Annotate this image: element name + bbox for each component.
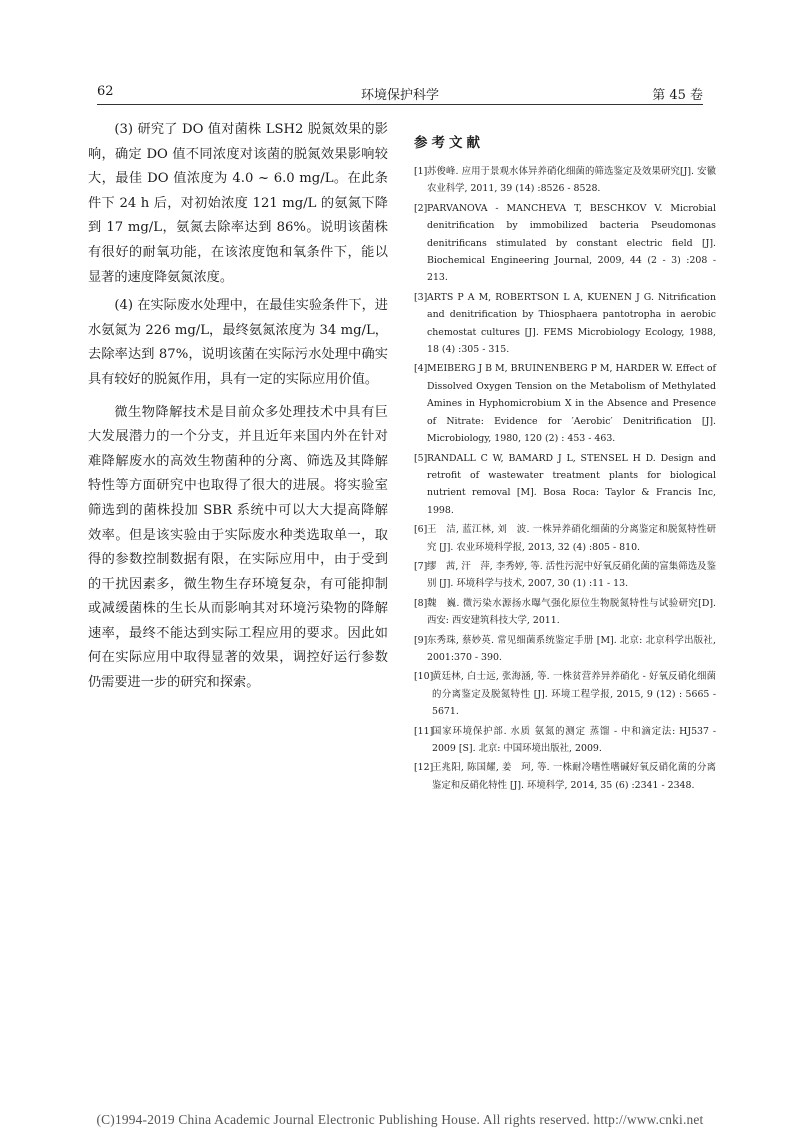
discussion-paragraph: 微生物降解技术是目前众多处理技术中具有巨大发展潜力的一个分支，并且近年来国内外在针对难降解废水的高效生物菌种的分离、筛选及其降解特性等方面研究中也取得了很大的进展。将实验室筛选到的菌株投加 SBR 系统中可以大大提高降解效率。但是该实验由于实际废水种类选取单一，取得的参数控制数据有限，在实际应用中，由于受到的干扰因素多，微生物生存环境复杂，有可能抑制或减缓菌株的生长从而影响其对环境污染物的降解速率，最终不能达到实际工程应用的要求。因此如何在实际应用中取得显著的效果，调控好运行参数仍需要进一步的研究和探索。 [88,404,388,691]
reference-item [414,759,716,794]
reference-item [414,289,716,359]
reference-list [414,163,716,794]
reference-item [414,668,716,720]
reference-item [414,450,716,520]
reference-item [414,632,716,667]
reference-number: [10] [414,671,434,683]
journal-title: 环境保护科学 [360,88,440,103]
reference-text: PARVANOVA - MANCHEVA T, BESCHKOV V. Microbial denitrification by immobilized bacteria Pseudomonas denitrificans stimulated by constant electric field [J]. Biochemical Engineering Journal, 2009, 44 (2 - 3) :208 - 213. [427,202,716,284]
volume-label: 第 45 卷 [652,88,703,103]
reference-text: ARTS P A M, ROBERTSON L A, KUENEN J G. Nitrification and denitrification by Thiosphaera pantotropha in aerobic chemostat cultures [J]. FEMS Microbiology Ecology, 1988, 18 (4) :305 - 315. [427,291,716,356]
reference-text: 王兆阳, 陈国耀, 姜 珂, 等. 一株耐冷嗜性嗜碱好氧反硝化菌的分离鉴定和反硝化特性 [J]. 环境科学, 2014, 35 (6) :2341 - 2348. [432,762,716,791]
reference-item [414,521,716,556]
reference-number: [5] [414,452,428,464]
reference-number: [1] [414,166,428,177]
conclusion-paragraph-3: (3) 研究了 DO 值对菌株 LSH2 脱氮效果的影响，确定 DO 值不同浓度对该菌的脱氮效果影响较大，最佳 DO 值浓度为 4.0 ~ 6.0 mg/L。在此条件下 24 h 后，对初始浓度 121 mg/L 的氨氮下降到 17 mg/L，氨氮去除率达到 86%。说明该菌株有很好的耐氧功能，在该浓度饱和氧条件下，能以显著的速度降氨氮浓度。 [88,122,388,285]
references-title: 参考文献 [414,135,484,151]
reference-text: 缪 茜, 汗 萍, 李秀婷, 等. 活性污泥中好氧反硝化菌的富集筛选及鉴别 [J]. 环境科学与技术, 2007, 30 (1) :11 - 13. [427,560,716,590]
copyright-footer: (C)1994-2019 China Academic Journal Electronic Publishing House. All rights reserved. http://www.cnki.net [96,1112,704,1127]
reference-number: [8] [414,597,428,609]
reference-item [414,360,716,447]
reference-item [414,163,716,198]
reference-number: [12] [414,762,434,774]
main-text-column [88,118,388,696]
reference-text: 苏俊峰. 应用于景观水体异养硝化细菌的筛选鉴定及效果研究[J]. 安徽农业科学, 2011, 39 (14) :8526 - 8528. [427,166,716,195]
reference-text: RANDALL C W, BAMARD J L, STENSEL H D. Design and retrofit of wastewater treatment plants for biological nutrient removal [M]. Bosa Roca: Taylor & Francis Inc, 1998. [427,452,716,516]
reference-number: [4] [414,363,428,375]
reference-text: 魏 巍. 微污染水源扬水曝气强化原位生物脱氮特性与试验研究[D]. 西安: 西安建筑科技大学, 2011. [427,597,716,627]
reference-text: 东秀珠, 蔡妙英. 常见细菌系统鉴定手册 [M]. 北京: 北京科学出版社, 2001:370 - 390. [427,634,716,663]
reference-number: [9] [414,634,428,646]
reference-item [414,558,716,593]
reference-text: 黄廷林, 白士远, 张海涵, 等. 一株贫营养异养硝化 - 好氧反硝化细菌的分离鉴定及脱氮特性 [J]. 环境工程学报, 2015, 9 (12) : 5665 - 5671. [432,671,716,718]
reference-number: [2] [414,202,428,214]
reference-text: 国家环境保护部. 水质 氨氮的测定 蒸馏 - 中和滴定法: HJ537 - 2009 [S]. 北京: 中国环境出版社, 2009. [432,725,716,754]
reference-item [414,595,716,630]
reference-number: [3] [414,291,428,303]
reference-item [414,200,716,287]
references-section [414,131,716,796]
reference-number: [7] [414,560,428,572]
reference-text: 王 洁, 蓝江林, 刘 波. 一株异养硝化细菌的分离鉴定和脱氮特性研究 [J]. 农业环境科学报, 2013, 32 (4) :805 - 810. [427,524,716,553]
reference-number: [11] [414,725,434,737]
conclusion-paragraph-4: (4) 在实际废水处理中，在最佳实验条件下，进水氨氮为 226 mg/L，最终氨氮浓度为 34 mg/L，去除率达到 87%，说明该菌在实际污水处理中确实具有较好的脱氮作用，具有一定的实际应用价值。 [88,298,388,387]
reference-item [414,723,716,758]
reference-text: MEIBERG J B M, BRUINENBERG P M, HARDER W. Effect of Dissolved Oxygen Tension on the Metabolism of Methylated Amines in Hyphomicrobium X in the Absence and Presence of Nitrate: Evidence for ′Aerobic′ Denitrification [J]. Microbiology, 1980, 120 (2) : 453 - 463. [427,363,717,445]
running-header [97,82,703,105]
page-number: 62 [97,84,114,99]
reference-number: [6] [414,524,428,536]
